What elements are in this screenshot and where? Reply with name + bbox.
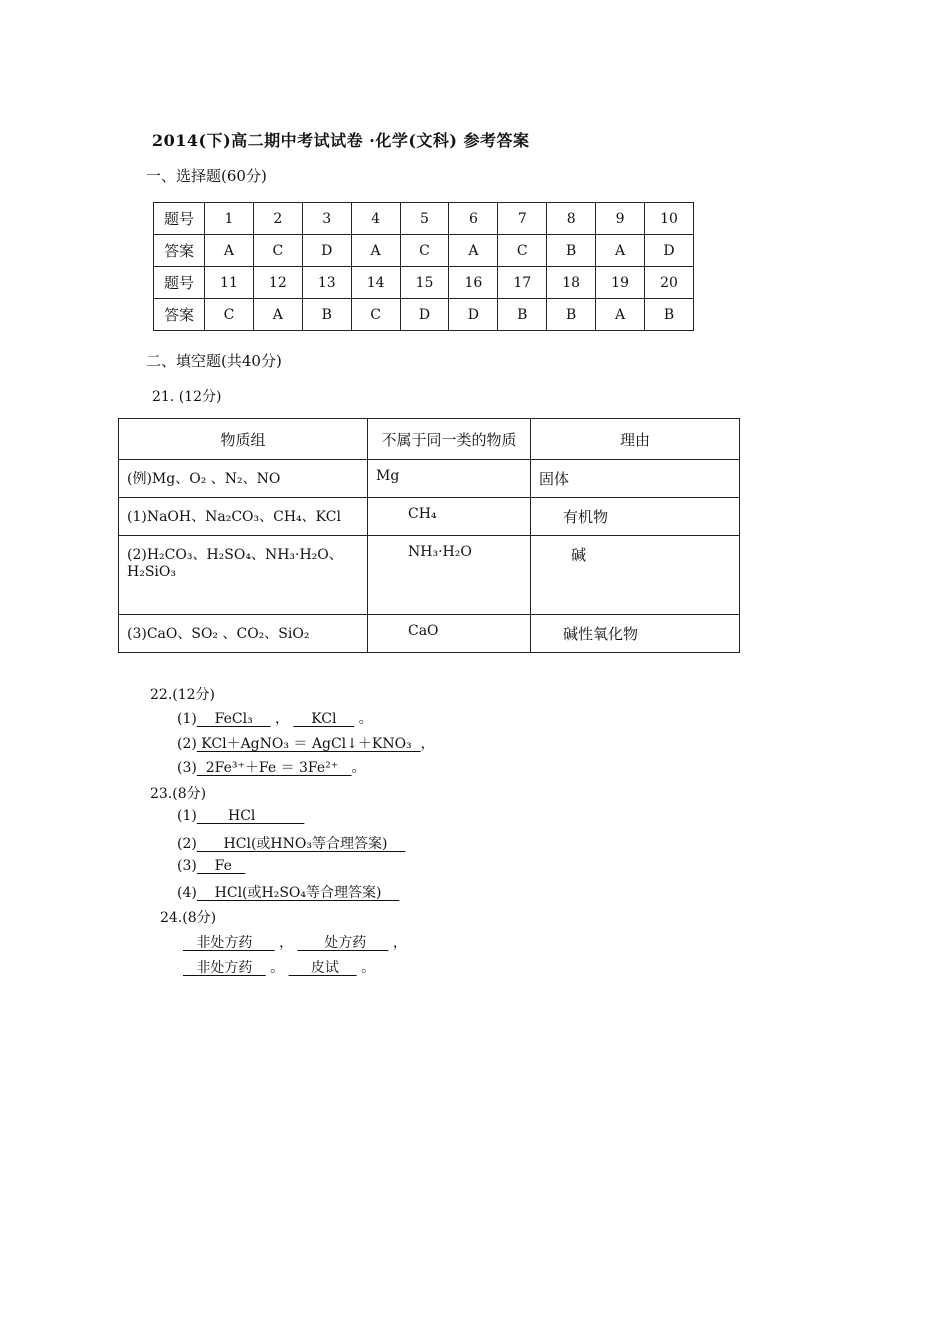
multiple-choice-answer-table [153,202,694,331]
mc-cell: D [302,235,351,267]
mc-cell: 3 [302,203,351,235]
mc-cell: 2 [253,203,302,235]
t21-group: (例)Mg、O₂ 、N₂、NO [119,460,368,498]
mc-cell: 15 [400,267,449,299]
mc-cell: C [205,299,254,331]
mc-cell: 18 [547,267,596,299]
t21-odd: CaO [368,615,531,653]
section-1-heading: 一、选择题(60分) [146,167,267,185]
mc-cell: C [253,235,302,267]
t21-group: (1)NaOH、Na₂CO₃、CH₄、KCl [119,498,368,536]
t21-group: (3)CaO、SO₂ 、CO₂、SiO₂ [119,615,368,653]
mc-cell: 1 [205,203,254,235]
mc-cell: D [645,235,694,267]
t21-reason: 碱性氧化物 [531,615,740,653]
mc-cell: 16 [449,267,498,299]
t21-odd: NH₃·H₂O [368,536,531,615]
mc-cell: 8 [547,203,596,235]
page-title: 2014(下)高二期中考试试卷 ·化学(文科) 参考答案 [152,131,530,150]
mc-row-label: 题号 [154,203,205,235]
t21-odd: Mg [368,460,531,498]
q22-heading: 22.(12分) [150,687,216,703]
mc-cell: A [351,235,400,267]
mc-cell: 6 [449,203,498,235]
mc-cell: C [351,299,400,331]
mc-cell: B [498,299,547,331]
q21-classification-table [118,418,740,653]
table-row [154,267,694,299]
q24-answer-2: 非处方药 。 皮试 。 [183,960,376,976]
t21-header-odd: 不属于同一类的物质 [368,419,531,460]
t21-odd: CH₄ [368,498,531,536]
mc-cell: C [498,235,547,267]
mc-cell: A [253,299,302,331]
mc-cell: 17 [498,267,547,299]
mc-cell: 9 [596,203,645,235]
q23-heading: 23.(8分) [150,786,207,802]
q22-answer-1: (1) FeCl₃ ， KCl 。 [177,711,373,727]
mc-cell: 10 [645,203,694,235]
t21-group: (2)H₂CO₃、H₂SO₄、NH₃·H₂O、H₂SiO₃ [119,536,368,615]
mc-cell: D [400,299,449,331]
section-2-heading: 二、填空题(共40分) [146,352,282,370]
answer-blank: HCl [196,808,305,824]
mc-cell: A [596,299,645,331]
mc-cell: 14 [351,267,400,299]
mc-cell: B [645,299,694,331]
mc-cell: B [547,299,596,331]
mc-cell: 13 [302,267,351,299]
answer-blank: 处方药 [297,935,389,951]
t21-header-reason: 理由 [531,419,740,460]
answer-blank: FeCl₃ [196,711,271,727]
table-row [119,615,740,653]
q23-answer-2: (2) HCl(或HNO₃等合理答案) [177,836,406,852]
answer-blank: 非处方药 [183,935,275,951]
mc-cell: A [596,235,645,267]
table-row [154,299,694,331]
answer-blank: 皮试 [288,960,357,976]
q22-answer-3: (3) 2Fe³⁺＋Fe ＝ 3Fe²⁺ 。 [177,760,366,776]
mc-cell: 5 [400,203,449,235]
table-row [119,498,740,536]
mc-cell: C [400,235,449,267]
mc-cell: A [449,235,498,267]
q24-heading: 24.(8分) [160,910,217,926]
mc-cell: B [302,299,351,331]
q22-answer-2: (2) KCl＋AgNO₃ ＝ AgCl↓＋KNO₃ ， [177,736,435,752]
mc-cell: 12 [253,267,302,299]
mc-cell: D [449,299,498,331]
q21-heading: 21. (12分) [152,389,222,405]
answer-blank: 2Fe³⁺＋Fe ＝ 3Fe²⁺ [196,760,352,776]
t21-reason: 有机物 [531,498,740,536]
mc-row-label: 题号 [154,267,205,299]
answer-blank: HCl(或HNO₃等合理答案) [196,836,406,852]
mc-cell: B [547,235,596,267]
mc-row-label: 答案 [154,299,205,331]
table-row [154,235,694,267]
mc-cell: 20 [645,267,694,299]
table-row [119,460,740,498]
q23-answer-1: (1) HCl [177,808,305,824]
t21-reason: 固体 [531,460,740,498]
table-row [154,203,694,235]
answer-blank: HCl(或H₂SO₄等合理答案) [196,885,400,901]
answer-blank: KCl＋AgNO₃ ＝ AgCl↓＋KNO₃ [196,736,421,752]
t21-reason: 碱 [531,536,740,615]
mc-cell: 19 [596,267,645,299]
t21-header-group: 物质组 [119,419,368,460]
table-row [119,536,740,615]
mc-cell: 11 [205,267,254,299]
answer-blank: Fe [196,858,246,874]
mc-cell: 7 [498,203,547,235]
answer-blank: 非处方药 [183,960,266,976]
answer-blank: KCl [293,711,355,727]
mc-cell: A [205,235,254,267]
mc-cell: 4 [351,203,400,235]
q23-answer-3: (3) Fe [177,858,246,874]
q24-answer-1: 非处方药 ， 处方药 ， [183,935,407,951]
q23-answer-4: (4) HCl(或H₂SO₄等合理答案) [177,885,400,901]
mc-row-label: 答案 [154,235,205,267]
